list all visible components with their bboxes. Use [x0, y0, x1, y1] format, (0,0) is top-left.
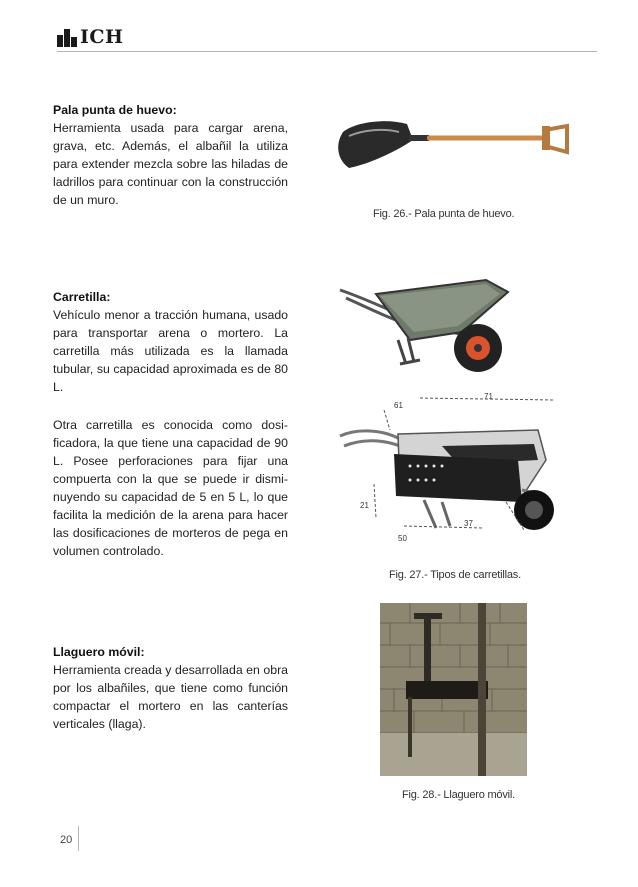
section-body: Herramienta creada y desarrollada en obra por los albañiles, que tiene como función compactar el mortero en las canterías verticales (llaga). [53, 663, 288, 731]
tubular-wheelbarrow-image [336, 272, 526, 384]
llaguero-photo [380, 603, 527, 776]
section-title: Carretilla: [53, 290, 111, 304]
section-body: Vehículo menor a tracción humana, usado para transportar arena o mortero. La carretilla más utilizada es la llamada tubular, su capacidad aproximada es de 80 L. [53, 308, 288, 394]
dimension-label-37: 37 [464, 519, 473, 528]
footer-rule [78, 826, 79, 851]
figure-caption: Fig. 27.- Tipos de carretillas. [389, 569, 521, 581]
header-rule [57, 51, 597, 52]
dimension-label-21: 21 [360, 501, 369, 510]
dosificadora-wheelbarrow-diagram [338, 390, 570, 555]
page-number: 20 [60, 834, 73, 846]
section-llaguero [53, 643, 288, 733]
figure-caption: Fig. 26.- Pala punta de huevo. [373, 208, 515, 220]
section-carretilla [53, 288, 288, 396]
shovel-image [335, 110, 575, 180]
dimension-label-61: 61 [394, 401, 403, 410]
ich-logo [57, 26, 123, 48]
logo-text: ICH [80, 26, 124, 48]
section-body: Otra carretilla es conocida como dosi-ficadora, la que tiene una capacidad de 90 L. Posee perforaciones para fijar una compuerta con la que se puede ir dismi-nuyendo su capacidad de 5 en 5 L, lo que facilita la medición de la arena para hacer las dosificaciones de morteros de pega en volumen controlado. [53, 418, 288, 558]
dimension-label-71: 71 [484, 392, 493, 401]
section-carretilla-dosificadora [53, 416, 288, 560]
logo-blocks-icon [57, 27, 77, 47]
section-pala [53, 101, 288, 209]
figure-caption: Fig. 28.- Llaguero móvil. [402, 789, 515, 801]
section-body: Herramienta usada para cargar arena, grava, etc. Además, el albañil la utiliza para extender mezcla sobre las hiladas de ladrillos para continuar con la construcción de un muro. [53, 121, 288, 207]
section-title: Llaguero móvil: [53, 645, 145, 659]
dimension-label-50: 50 [398, 534, 407, 543]
section-title: Pala punta de huevo: [53, 103, 177, 117]
